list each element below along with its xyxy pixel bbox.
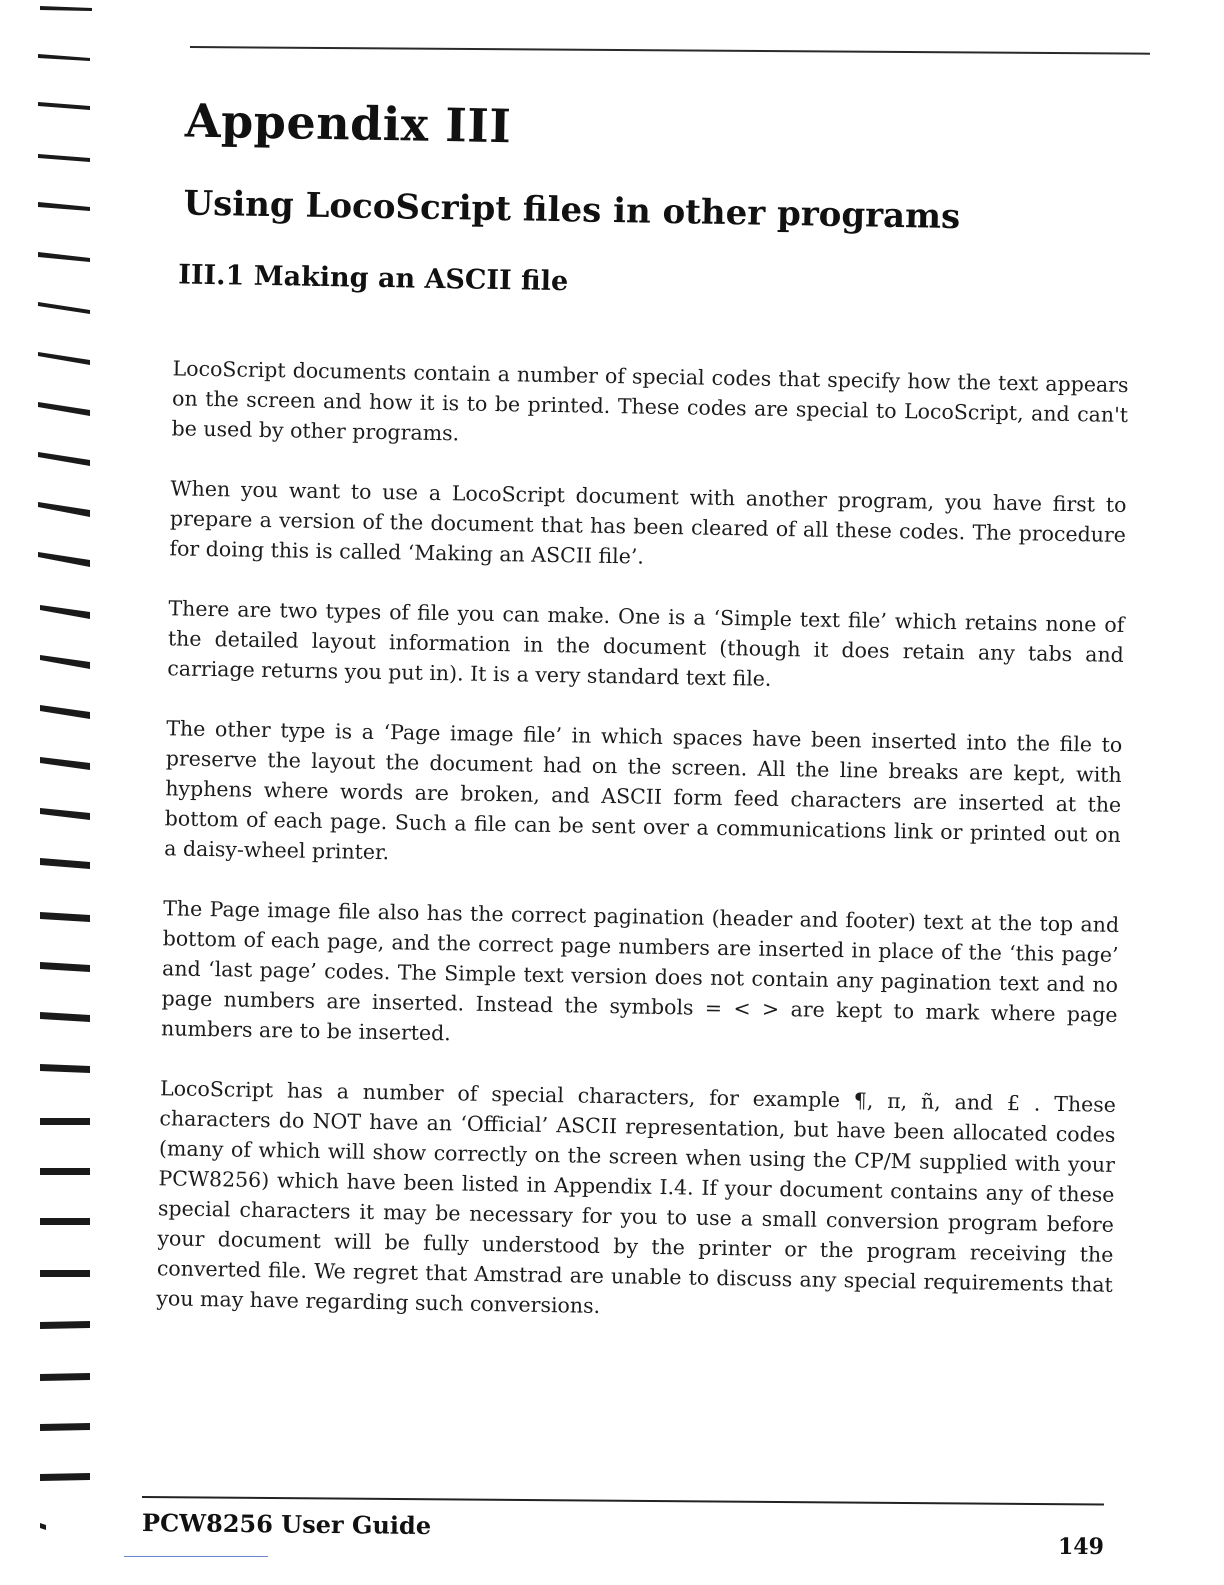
paragraph: There are two types of file you can make. One is a ‘Simple text file’ which retains none of the detailed layout information in the document (though it does retain any tabs and carriage returns you put in). It is a very standard text file.: [167, 596, 1125, 691]
section-title: III.1 Making an ASCII file: [178, 259, 569, 298]
body-text: [156, 353, 1129, 1360]
paragraph: The other type is a ‘Page image file’ in which spaces have been inserted into the file to preserve the layout the document had on the screen. All the line breaks are kept, with hyphens where words are broken, and ASCII form feed characters are inserted at the bottom of each page. Such a file can be sent over a communications link or printed out on a daisy-wheel printer.: [164, 716, 1123, 865]
paragraph: The Page image file also has the correct pagination (header and footer) text at the top and bottom of each page, and the correct page numbers are inserted in place of the ‘this page’ and ‘last page’ codes. The Simple text version does not contain any pagination text and no page numbers are inserted. Instead the symbols = < > are kept to mark where page numbers are to be inserted.: [160, 896, 1120, 1046]
footer-title: PCW8256 User Guide: [141, 1508, 432, 1541]
appendix-title: Appendix III: [184, 93, 512, 154]
paragraph: When you want to use a LocoScript document with another program, you have first to prepare a version of the document that has been cleared of all these codes. The procedure for doing this is called ‘Making an ASCII file’.: [169, 476, 1127, 569]
paragraph: LocoScript documents contain a number of special codes that specify how the text appears on the screen and how it is to be printed. These codes are special to LocoScript, and can't be used by other programs.: [171, 356, 1129, 446]
chapter-title: Using LocoScript files in other programs: [183, 183, 961, 238]
page-number: 149: [1058, 1534, 1104, 1560]
accent-rule: [124, 1556, 268, 1557]
paragraph: LocoScript has a number of special characters, for example ¶, π, ñ, and £ . These characters do NOT have an ‘Official’ ASCII representation, but have been allocated codes (many of which will show correctly on the screen when using the CP/M supplied with your PCW8256) which have been listed in Appendix I.4. If your document contains any of these special characters it may be necessary for you to use a small conversion program before your document will be fully understood by the printer or the program receiving the converted file. We regret that Amstrad are unable to discuss any special requirements that you may have regarding such conversions.: [156, 1076, 1117, 1318]
